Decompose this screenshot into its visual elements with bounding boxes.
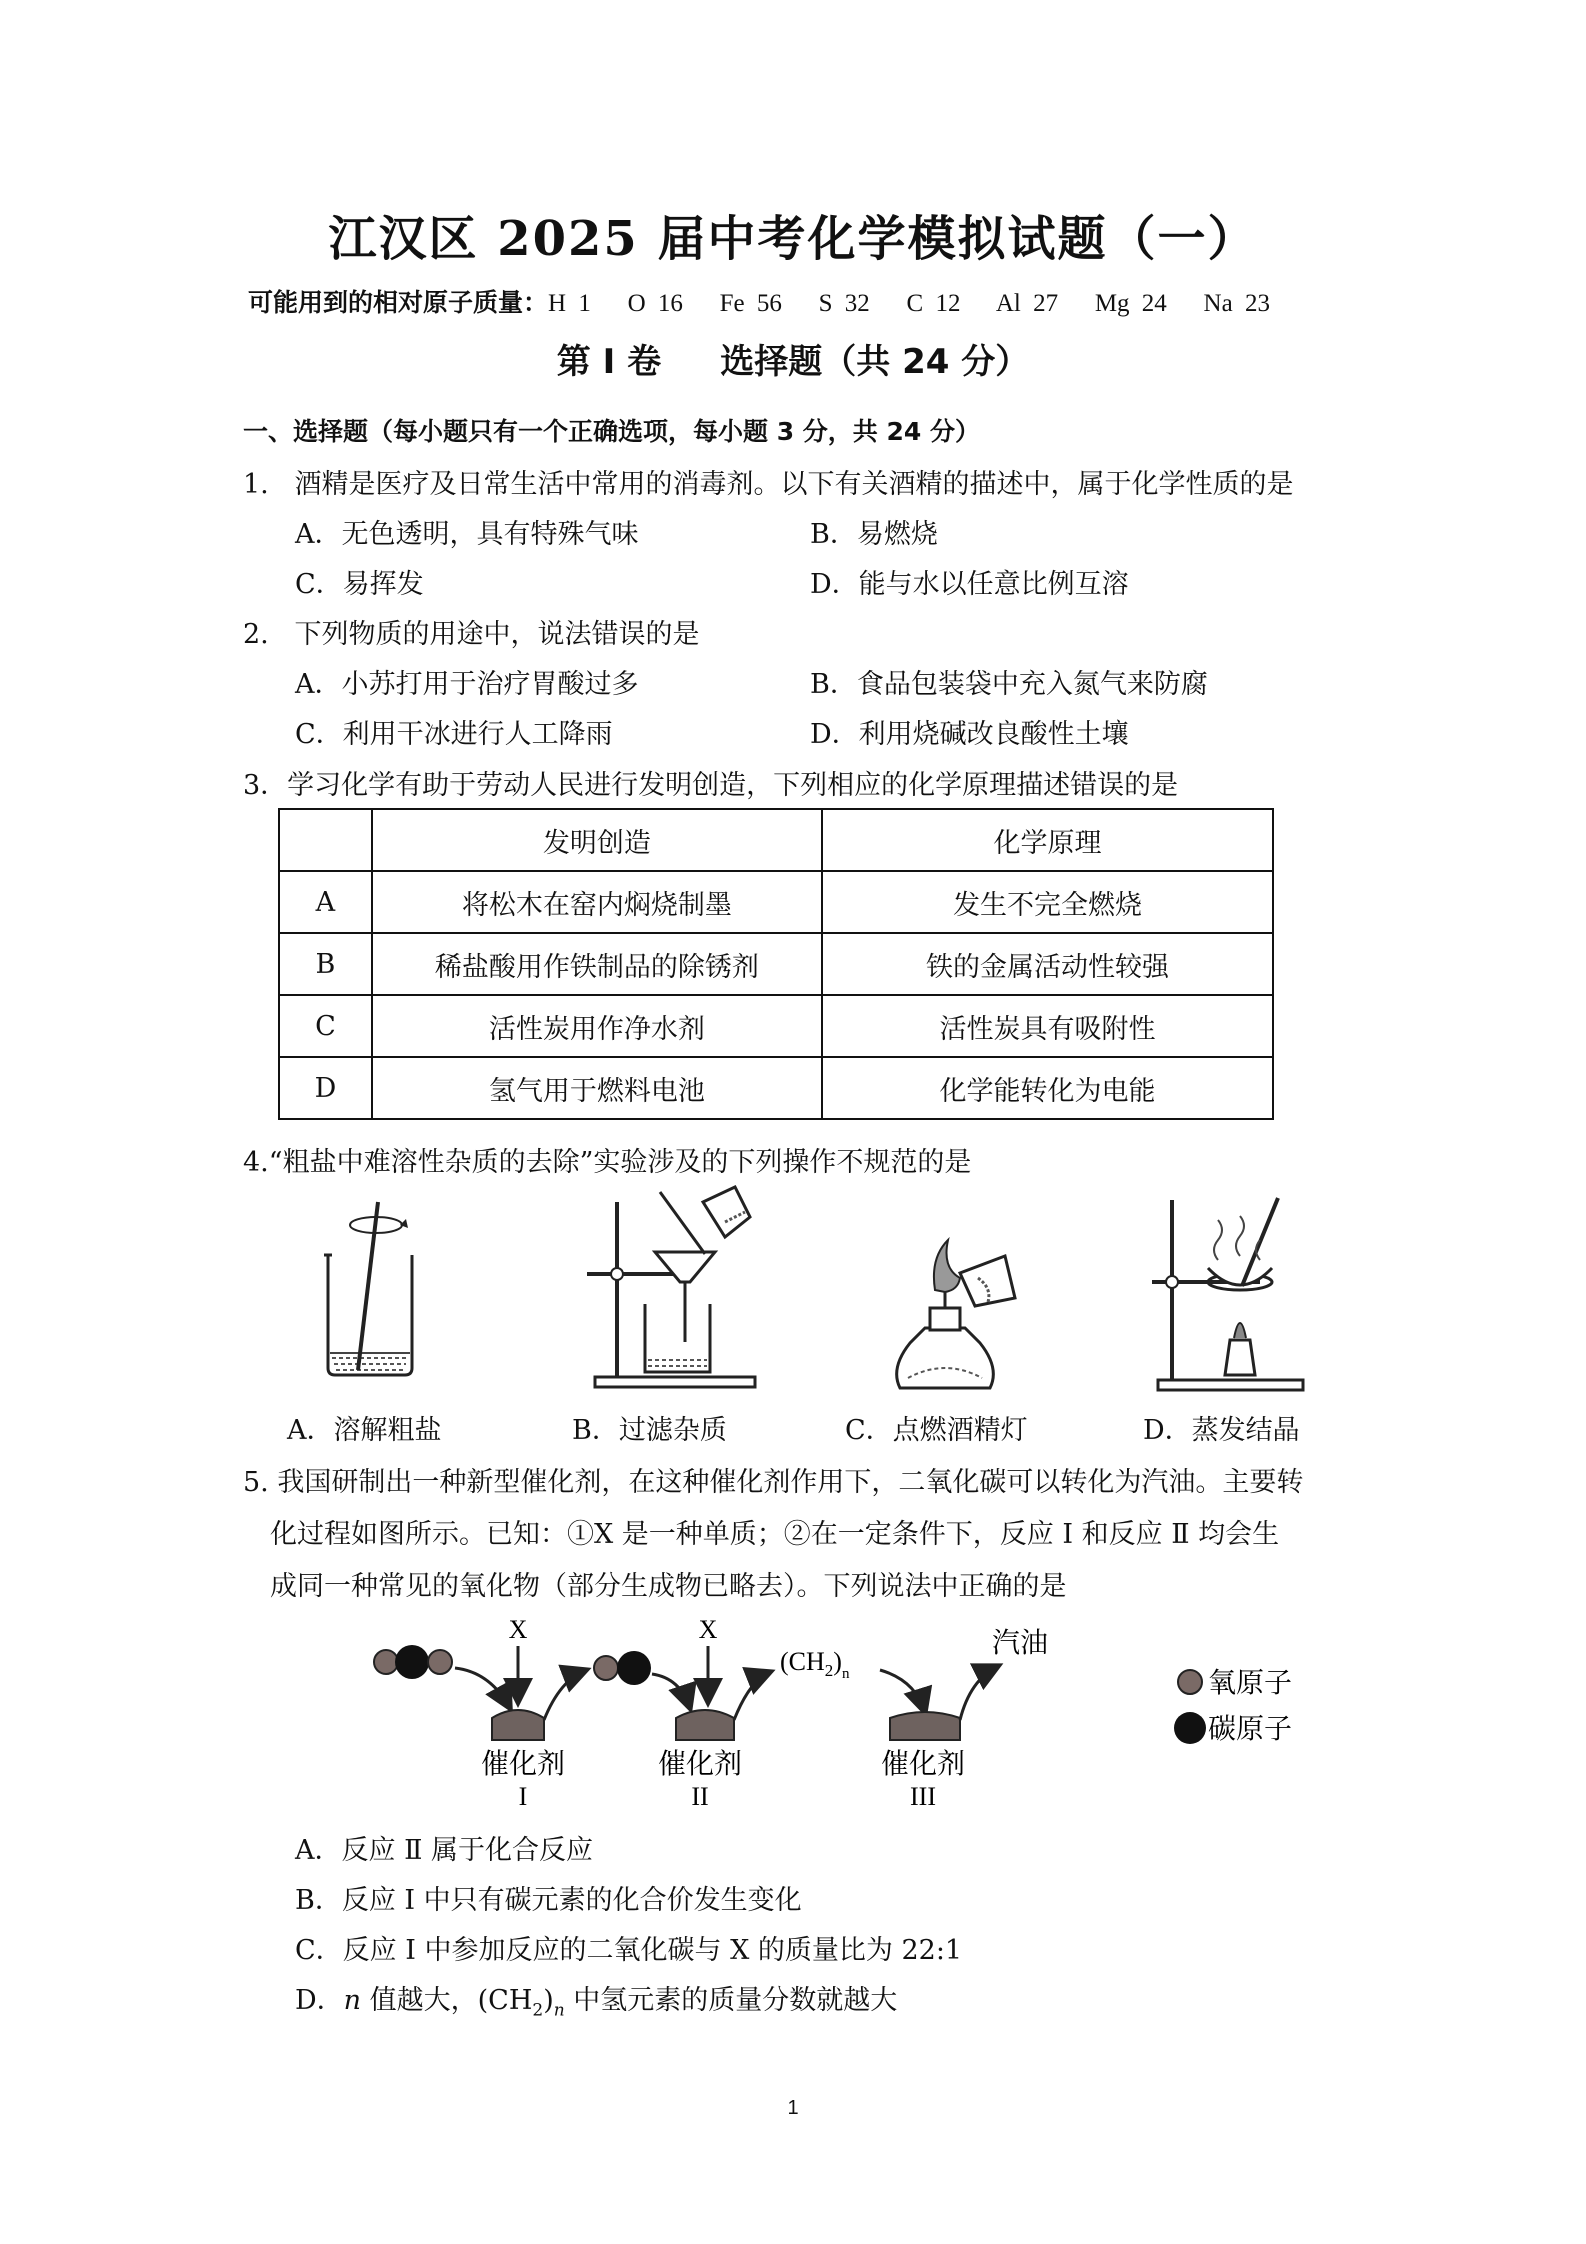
catalyst-ii-label: 催化剂 (657, 1749, 743, 1780)
q1-option-c: C．易挥发 (295, 569, 424, 600)
table-cell: 稀盐酸用作铁制品的除锈剂 (372, 933, 822, 995)
x-reactant-label-2: X (698, 1615, 718, 1644)
gasoline-label: 汽油 (992, 1628, 1049, 1659)
q1-option-b: B．易燃烧 (810, 519, 938, 550)
catalyst-iii (890, 1712, 960, 1740)
atomic-masses (248, 283, 1270, 319)
catalyst-iii-numeral: III (910, 1782, 936, 1811)
q5-stem-line1: 5. 我国研制出一种新型催化剂，在这种催化剂作用下，二氧化碳可以转化为汽油。主要转 (243, 1467, 1304, 1498)
table-cell: 将松木在窑内焖烧制墨 (372, 871, 822, 933)
table-cell: 活性炭用作净水剂 (372, 995, 822, 1057)
reaction-process-diagram (360, 1610, 1360, 1820)
table-cell: C (279, 995, 372, 1057)
table-cell: 发生不完全燃烧 (822, 871, 1273, 933)
catalyst-i-numeral: I (518, 1782, 528, 1811)
q3-table (278, 808, 1274, 1120)
legend-oxygen-marker (1178, 1670, 1202, 1694)
beaker-stirring-figure (300, 1190, 440, 1390)
table-cell: 铁的金属活动性较强 (822, 933, 1273, 995)
q5-stem-line3: 成同一种常见的氧化物（部分生成物已略去）。下列说法中正确的是 (270, 1571, 1067, 1602)
q2-option-b: B．食品包装袋中充入氮气来防腐 (810, 669, 1208, 700)
catalyst-ii-numeral: II (691, 1782, 709, 1811)
table-header-cell: 化学原理 (822, 809, 1273, 871)
legend-oxygen-label: 氧原子 (1208, 1668, 1293, 1699)
filtration-figure (585, 1182, 765, 1392)
table-row (279, 933, 1273, 995)
q2-option-c: C．利用干冰进行人工降雨 (295, 719, 613, 750)
exam-title: 江汉区 2025 届中考化学模拟试题（一） (328, 211, 1258, 267)
part1-title: 一、选择题（每小题只有一个正确选项，每小题 3 分，共 24 分） (243, 417, 981, 446)
q1-stem: 1. 酒精是医疗及日常生活中常用的消毒剂。以下有关酒精的描述中，属于化学性质的是 (243, 469, 1294, 500)
oxygen-atom (374, 1650, 398, 1674)
catalyst-i (492, 1710, 544, 1740)
page-number: 1 (787, 2097, 799, 2119)
q3-stem: 3．学习化学有助于劳动人民进行发明创造，下列相应的化学原理描述错误的是 (243, 770, 1179, 801)
table-header-cell (279, 809, 372, 871)
x-reactant-label-1: X (508, 1615, 528, 1644)
table-cell: 化学能转化为电能 (822, 1057, 1273, 1119)
q1-option-a: A．无色透明，具有特殊气味 (295, 519, 639, 550)
catalyst-ii (676, 1710, 734, 1740)
table-header-cell: 发明创造 (372, 809, 822, 871)
q1-option-d: D．能与水以任意比例互溶 (810, 569, 1129, 600)
evaporation-figure (1150, 1190, 1310, 1395)
q5-stem-line2: 化过程如图所示。已知：①X 是一种单质；②在一定条件下，反应 Ⅰ 和反应 Ⅱ 均会生 (270, 1519, 1280, 1550)
atomic-masses-label: 可能用到的相对原子质量： (248, 288, 549, 317)
table-cell: D (279, 1057, 372, 1119)
ch2n-formula: $(CH_2)_n$ (780, 1647, 850, 1682)
q5-option-d: D．n 值越大，$(CH_2)_n$ 中氢元素的质量分数就越大 (295, 1985, 898, 2021)
section-title: 第 I 卷 选择题（共 24 分） (556, 342, 1030, 382)
catalyst-i-label: 催化剂 (480, 1749, 566, 1780)
legend-carbon-label: 碳原子 (1208, 1714, 1293, 1745)
carbon-atom (617, 1651, 651, 1685)
q4-option-d: D．蒸发结晶 (1143, 1415, 1300, 1446)
table-row (279, 1057, 1273, 1119)
alcohol-lamp-figure (870, 1228, 1020, 1393)
q4-option-a: A．溶解粗盐 (287, 1415, 442, 1446)
table-row (279, 995, 1273, 1057)
table-cell: B (279, 933, 372, 995)
q5-option-b: B．反应 Ⅰ 中只有碳元素的化合价发生变化 (295, 1885, 802, 1916)
oxygen-atom (428, 1650, 452, 1674)
legend-carbon-marker (1174, 1712, 1206, 1744)
q4-option-c: C．点燃酒精灯 (845, 1415, 1028, 1446)
q4-stem: 4.“粗盐中难溶性杂质的去除”实验涉及的下列操作不规范的是 (243, 1147, 972, 1178)
q5-option-c: C．反应 Ⅰ 中参加反应的二氧化碳与 X 的质量比为 22:1 (295, 1935, 963, 1966)
q2-option-d: D．利用烧碱改良酸性土壤 (810, 719, 1129, 750)
atomic-masses-values: H 1 O 16 Fe 56 S 32 C 12 Al 27 Mg 24 Na 23 (548, 290, 1270, 317)
table-header-row (279, 809, 1273, 871)
oxygen-atom (594, 1656, 618, 1680)
carbon-atom (395, 1645, 429, 1679)
table-cell: 氢气用于燃料电池 (372, 1057, 822, 1119)
table-cell: 活性炭具有吸附性 (822, 995, 1273, 1057)
q5-option-a: A．反应 Ⅱ 属于化合反应 (295, 1835, 594, 1866)
q2-stem: 2. 下列物质的用途中，说法错误的是 (243, 619, 700, 650)
catalyst-iii-label: 催化剂 (880, 1749, 966, 1780)
table-cell: A (279, 871, 372, 933)
q4-option-b: B．过滤杂质 (572, 1415, 727, 1446)
table-row (279, 871, 1273, 933)
q2-option-a: A．小苏打用于治疗胃酸过多 (295, 669, 639, 700)
